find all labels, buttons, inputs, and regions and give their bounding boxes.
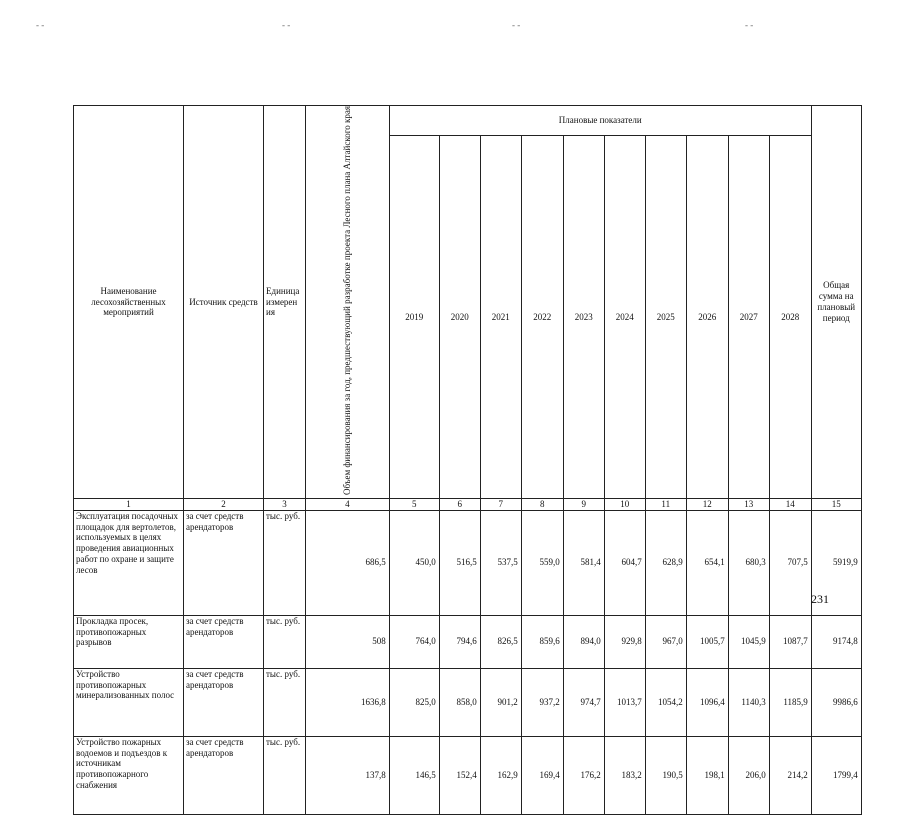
activity-name: Эксплуатация посадочных площадок для вертолетов, используемых в целях проведения авиационных работ по охране и защите лесов	[74, 510, 184, 615]
year-value: 162,9	[480, 736, 521, 814]
prior-volume: 686,5	[306, 510, 390, 615]
header-year: 2022	[521, 136, 563, 499]
column-number: 15	[811, 498, 861, 510]
table-row	[74, 668, 862, 736]
column-number: 7	[480, 498, 521, 510]
year-value: 214,2	[769, 736, 811, 814]
scan-mark: - -	[745, 20, 754, 30]
column-number: 10	[604, 498, 645, 510]
year-value: 825,0	[389, 668, 439, 736]
year-value: 929,8	[604, 615, 645, 668]
column-number: 8	[521, 498, 563, 510]
year-value: 1096,4	[686, 668, 728, 736]
header-unit: Единица измерен ия	[264, 106, 306, 499]
header-name: Наименование лесохозяйственных мероприятий	[74, 106, 184, 499]
header-planned-group: Плановые показатели	[389, 106, 811, 136]
year-value: 604,7	[604, 510, 645, 615]
table-row	[74, 615, 862, 668]
year-value: 1054,2	[645, 668, 686, 736]
year-value: 152,4	[439, 736, 480, 814]
scan-mark: - -	[36, 20, 45, 30]
unit: тыс. руб.	[264, 615, 306, 668]
column-number: 13	[728, 498, 769, 510]
year-value: 826,5	[480, 615, 521, 668]
header-year: 2023	[563, 136, 604, 499]
year-value: 1185,9	[769, 668, 811, 736]
year-value: 537,5	[480, 510, 521, 615]
page-number: 231	[811, 592, 829, 606]
year-value: 967,0	[645, 615, 686, 668]
header-year: 2025	[645, 136, 686, 499]
header-prior-volume	[306, 106, 390, 499]
activity-name: Устройство пожарных водоемов и подъездов к источникам противопожарного снабжения	[74, 736, 184, 814]
header-prior-volume-text: Объем финансирования за год, предшествующий разработке проекта Лесного плана Алтайского края	[342, 106, 353, 496]
activity-name: Прокладка просек, противопожарных разрывов	[74, 615, 184, 668]
unit: тыс. руб.	[264, 668, 306, 736]
year-value: 894,0	[563, 615, 604, 668]
header-year: 2028	[769, 136, 811, 499]
prior-volume: 1636,8	[306, 668, 390, 736]
year-value: 1013,7	[604, 668, 645, 736]
header-total: Общая сумма на плановый период	[811, 106, 861, 499]
year-value: 1005,7	[686, 615, 728, 668]
header-year: 2024	[604, 136, 645, 499]
planned-indicators-table	[73, 105, 862, 815]
funding-source: за счет средств арендаторов	[184, 615, 264, 668]
header-year: 2026	[686, 136, 728, 499]
total-value: 9986,6	[811, 668, 861, 736]
column-number: 6	[439, 498, 480, 510]
year-value: 901,2	[480, 668, 521, 736]
column-number: 14	[769, 498, 811, 510]
column-number: 1	[74, 498, 184, 510]
header-year: 2021	[480, 136, 521, 499]
year-value: 680,3	[728, 510, 769, 615]
year-value: 559,0	[521, 510, 563, 615]
prior-volume: 137,8	[306, 736, 390, 814]
year-value: 198,1	[686, 736, 728, 814]
activity-name: Устройство противопожарных минерализованных полос	[74, 668, 184, 736]
column-number-row	[74, 498, 862, 510]
unit: тыс. руб.	[264, 510, 306, 615]
scan-mark: - -	[512, 20, 521, 30]
year-value: 1140,3	[728, 668, 769, 736]
total-value: 9174,8	[811, 615, 861, 668]
table-row	[74, 736, 862, 814]
column-number: 12	[686, 498, 728, 510]
header-year: 2019	[389, 136, 439, 499]
column-number: 2	[184, 498, 264, 510]
column-number: 5	[389, 498, 439, 510]
year-value: 450,0	[389, 510, 439, 615]
year-value: 1045,9	[728, 615, 769, 668]
year-value: 516,5	[439, 510, 480, 615]
year-value: 859,6	[521, 615, 563, 668]
year-value: 628,9	[645, 510, 686, 615]
column-number: 3	[264, 498, 306, 510]
year-value: 937,2	[521, 668, 563, 736]
funding-source: за счет средств арендаторов	[184, 736, 264, 814]
year-value: 581,4	[563, 510, 604, 615]
year-value: 183,2	[604, 736, 645, 814]
prior-volume: 508	[306, 615, 390, 668]
column-number: 4	[306, 498, 390, 510]
year-value: 169,4	[521, 736, 563, 814]
header-source: Источник средств	[184, 106, 264, 499]
year-value: 707,5	[769, 510, 811, 615]
column-number: 11	[645, 498, 686, 510]
scan-mark: - -	[282, 20, 291, 30]
header-year: 2020	[439, 136, 480, 499]
header-year: 2027	[728, 136, 769, 499]
funding-source: за счет средств арендаторов	[184, 668, 264, 736]
year-value: 1087,7	[769, 615, 811, 668]
year-value: 794,6	[439, 615, 480, 668]
year-value: 654,1	[686, 510, 728, 615]
column-number: 9	[563, 498, 604, 510]
total-value: 1799,4	[811, 736, 861, 814]
year-value: 858,0	[439, 668, 480, 736]
year-value: 146,5	[389, 736, 439, 814]
year-value: 764,0	[389, 615, 439, 668]
funding-source: за счет средств арендаторов	[184, 510, 264, 615]
year-value: 190,5	[645, 736, 686, 814]
year-value: 206,0	[728, 736, 769, 814]
table-row	[74, 510, 862, 615]
year-value: 974,7	[563, 668, 604, 736]
year-value: 176,2	[563, 736, 604, 814]
total-value: 5919,9	[811, 510, 861, 615]
unit: тыс. руб.	[264, 736, 306, 814]
